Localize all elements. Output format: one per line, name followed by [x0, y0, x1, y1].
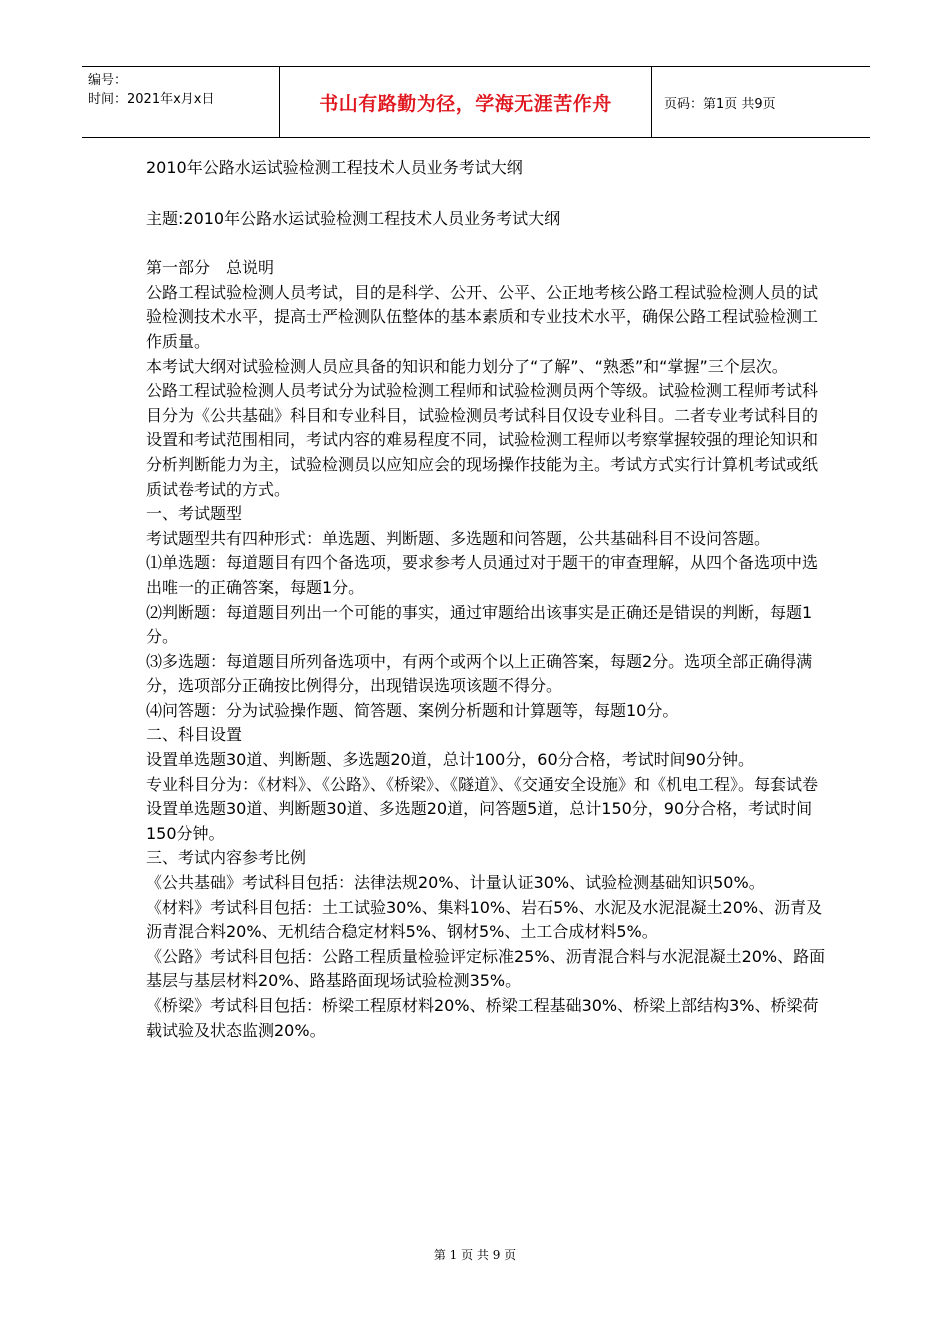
document-subject: 主题:2010年公路水运试验检测工程技术人员业务考试大纲: [146, 208, 561, 228]
paragraph: 公路工程试验检测人员考试分为试验检测工程师和试验检测员两个等级。试验检测工程师考试科目分为《公共基础》科目和专业科目，试验检测员考试科目仅设专业科目。二者专业考试科目的设置和考试范围相同，考试内容的难易程度不同，试验检测工程师以考察掌握较强的理论知识和分析判断能力为主，试验检测员以应知应会的现场操作技能为主。考试方式实行计算机考试或纸质试卷考试的方式。: [146, 381, 819, 499]
header-motto: 书山有路勤为径，学海无涯苦作舟: [280, 67, 652, 137]
paragraph: 《公共基础》考试科目包括：法律法规20%、计量认证30%、试验检测基础知识50%。: [146, 873, 765, 893]
paragraph: 《公路》考试科目包括：公路工程质量检验评定标准25%、沥青混合料与水泥混凝土20%、路面基层与基层材料20%、路基路面现场试验检测35%。: [146, 946, 826, 991]
document-number-label: 编号：: [88, 73, 128, 88]
document-date: 时间：2021年x月x日: [88, 92, 215, 107]
list-item: ⑷问答题：分为试验操作题、简答题、案例分析题和计算题等，每题10分。: [146, 700, 679, 720]
document-title: 2010年公路水运试验检测工程技术人员业务考试大纲: [146, 158, 523, 177]
paragraph: 专业科目分为：《材料》、《公路》、《桥梁》、《隧道》、《交通安全设施》和《机电工程》。每套试卷设置单选题30道、判断题30道、多选题20道，问答题5道，总计150分，90分合格，考试时间150分钟。: [146, 774, 819, 843]
paragraph: 考试题型共有四种形式：单选题、判断题、多选题和问答题，公共基础科目不设问答题。: [146, 528, 771, 548]
section-heading: 第一部分 总说明: [146, 258, 275, 278]
list-item: ⑴单选题：每道题目有四个备选项，要求参考人员通过对于题干的审查理解，从四个备选项中选出唯一的正确答案，每题1分。: [146, 553, 819, 597]
section-heading: 一、考试题型: [146, 504, 243, 524]
paragraph: 《桥梁》考试科目包括：桥梁工程原材料20%、桥梁工程基础30%、桥梁上部结构3%、桥梁荷载试验及状态监测20%。: [146, 996, 819, 1040]
section-heading: 二、科目设置: [146, 725, 243, 745]
page-footer: 第 1 页 共 9 页: [433, 1248, 517, 1262]
list-item: ⑶多选题：每道题目所列备选项中，有两个或两个以上正确答案，每题2分。选项全部正确得满分，选项部分正确按比例得分，出现错误选项该题不得分。: [146, 651, 813, 696]
paragraph: 本考试大纲对试验检测人员应具备的知识和能力划分了“了解”、“熟悉”和“掌握”三个层次。: [146, 356, 788, 376]
section-heading: 三、考试内容参考比例: [146, 848, 307, 868]
list-item: ⑵判断题：每道题目列出一个可能的事实，通过审题给出该事实是正确还是错误的判断，每题1分。: [146, 602, 813, 647]
page-header: [82, 66, 870, 138]
paragraph: 公路工程试验检测人员考试，目的是科学、公开、公平、公正地考核公路工程试验检测人员的试验检测技术水平，提高士严检测队伍整体的基本素质和专业技术水平，确保公路工程试验检测工作质量。: [146, 282, 819, 351]
paragraph: 《材料》考试科目包括：土工试验30%、集料10%、岩石5%、水泥及水泥混凝土20%、沥青及沥青混合料20%、无机结合稳定材料5%、钢材5%、土工合成材料5%。: [146, 897, 823, 942]
document-body: [146, 156, 826, 1043]
header-page-info: 页码：第1页 共9页: [664, 96, 776, 112]
paragraph: 设置单选题30道、判断题、多选题20道，总计100分，60分合格，考试时间90分钟。: [146, 750, 754, 770]
header-meta: [82, 67, 280, 137]
